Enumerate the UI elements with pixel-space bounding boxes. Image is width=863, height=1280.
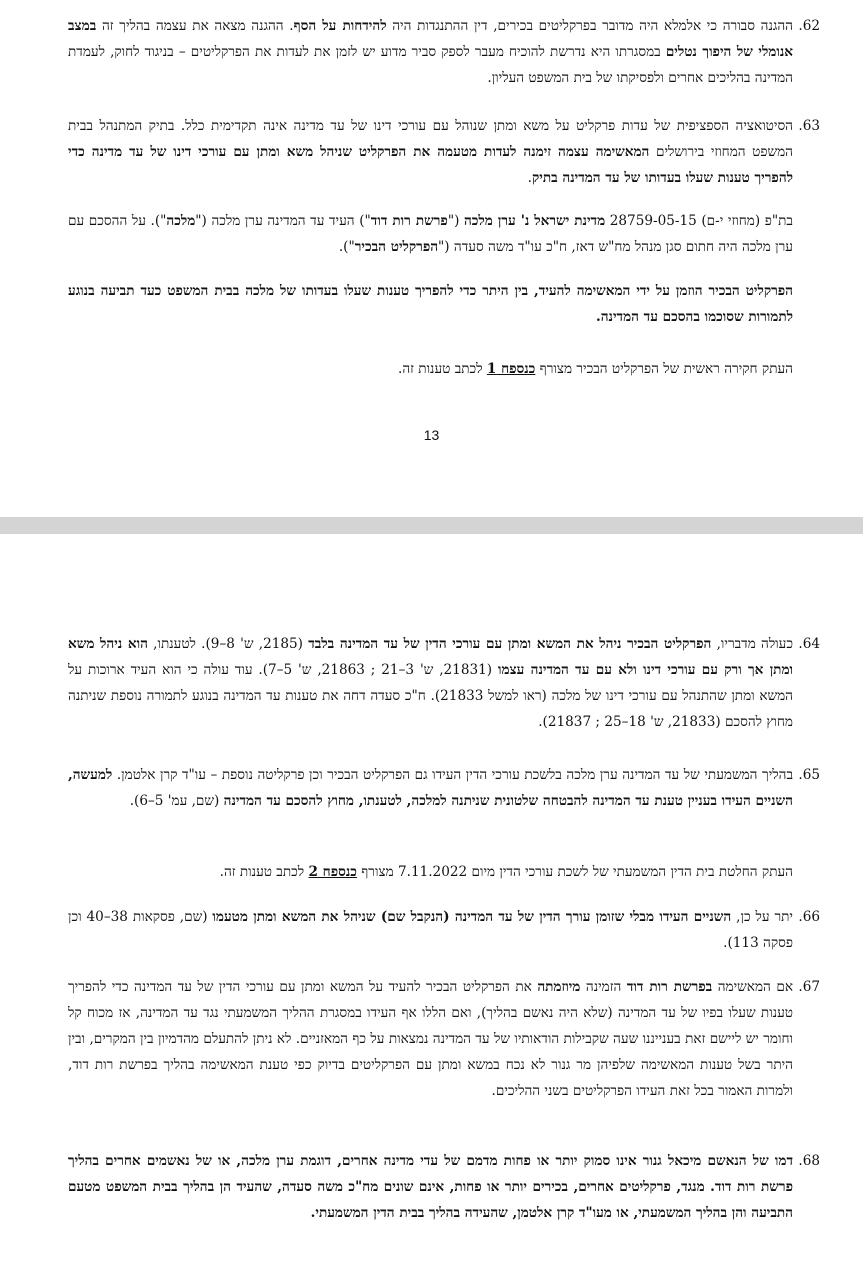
- text-segment: (שם, עמ' 5–6).: [129, 793, 224, 809]
- paragraph-number: 63.: [798, 118, 820, 134]
- text-segment: (שם, פסקאות 38–40 וכן פסקה 113).: [68, 909, 793, 951]
- text-segment: ").: [338, 239, 355, 255]
- bold-text-segment: מדינת ישראל נ' ערן מלכה: [463, 213, 606, 229]
- page-number: 13: [423, 427, 440, 443]
- bold-text-segment: להידחות על הסף: [293, 18, 387, 34]
- text-segment: כעולה מדבריו,: [711, 636, 794, 652]
- bold-text-segment: למעשה, השניים העידו בעניין טענת עד המדינה להבטחה שלטונית שניתנה למלכה, לטענתו, מחוץ להסכם עד המדינה: [68, 767, 793, 809]
- text-segment: ההגנה סבורה כי אלמלא היה מדובר בפרקליטים בכירים, דין ההתנגדות היה: [386, 18, 793, 34]
- paragraph-number: 68.: [798, 1153, 820, 1169]
- text-segment: "). על ההסכם עם ערן מלכה היה חתום סגן מנהל מח"ש דאז, ח"כ עו"ד משה סעדה (": [68, 213, 793, 255]
- text-segment: אם המאשימה: [712, 979, 793, 995]
- paragraph-65: [68, 762, 820, 814]
- text-segment: את הפרקליט הבכיר להעיד על המשא ומתן עם עורכי הדין של עד המדינה כדי להפריך טענות שעלו בפיו של עד המדינה (שלא היה נאשם בהליך), ואם הללו אף העידו במסגרת ההליך המשמעתי נגד עד המדינה, אז מכוח קל וחומר יש ליישם זאת בענייננו שעה שקבילות הודאותיו של עד המדינה נמצאות על כף המאזניים. לא ניתן להתעלם מהדמיון בין המקרים, ובין היתר בשל טענות המאשימה שלפיהן מר גנור לא נכח במשא ומתן עם הפרקליטים בדיוק כפי טענת המאשימה בהליך בפרשת רות דוד, ולמרות האמור בכל זאת העידו הפרקליטים בשני ההליכים.: [68, 979, 793, 1099]
- text-segment: העתק החלטת בית הדין המשמעתי של לשכת עורכי הדין מיום 7.11.2022 מצורף: [356, 864, 793, 880]
- text-segment: . ההגנה מצאה את עצמה בהליך זה: [96, 18, 294, 34]
- paragraph-68: [68, 1148, 820, 1226]
- appendix-link-text: כנספח 2: [308, 864, 357, 880]
- appendix-1-reference: [68, 356, 793, 382]
- text-segment: (": [447, 213, 464, 229]
- bold-text-segment: מלכה: [166, 213, 196, 229]
- text-segment: יתר על כן,: [731, 909, 793, 925]
- text-segment: (2185, ש' 8–9). לטענתו,: [147, 636, 309, 652]
- paragraph-67: [68, 974, 820, 1104]
- bold-text-segment: במצב אנומלי של היפוך נטלים: [68, 18, 793, 60]
- bold-text-segment: בפרשת רות דוד: [626, 979, 713, 995]
- bold-text-segment: הפרקליט הבכיר: [354, 239, 439, 255]
- paragraph-number: 67.: [798, 979, 820, 995]
- bold-text-segment: הפרקליט הבכיר הוזמן על ידי המאשימה להעיד, בין היתר כדי להפריך טענות שעלו בעדותו של מלכה בבית המשפט כעד תביעה בנוגע לתמורות שסוכמו בהסכם עד המדינה.: [68, 283, 793, 325]
- appendix-link-text: כנספח 1: [486, 361, 536, 377]
- paragraph-66: [68, 904, 820, 956]
- text-segment: לכתב טענות זה.: [398, 361, 487, 377]
- paragraph-number: 62.: [798, 18, 820, 34]
- appendix-2-reference: [68, 859, 793, 885]
- document-page-14: [0, 534, 863, 1280]
- paragraph-number: 66.: [798, 909, 820, 925]
- text-segment: .: [527, 170, 532, 186]
- bold-text-segment: המאשימה עצמה זימנה לעדות מטעמה את הפרקליט שניהל משא ומתן עם עורכי דינו של עד מדינה כדי להפריך טענות שעלו בעדותו של עד המדינה בתיק: [68, 144, 793, 186]
- bold-text-segment: השניים העידו מבלי שזומן עורך הדין של עד המדינה (הנקבל שם) שניהל את המשא ומתן מטעמו: [212, 909, 732, 925]
- text-segment: לכתב טענות זה.: [219, 864, 309, 880]
- paragraph-number: 64.: [798, 636, 820, 652]
- paragraph-63: [68, 113, 820, 191]
- text-segment: בת"פ (מחוזי י-ם) 28759-05-15: [605, 213, 793, 229]
- bold-text-segment: מיוזמתה: [537, 979, 581, 995]
- text-segment: הזמינה: [580, 979, 627, 995]
- paragraph-62: [68, 13, 820, 91]
- text-segment: בהליך המשמעתי של עד המדינה ערן מלכה בלשכת עורכי הדין העידו גם הפרקליט הבכיר וכן פרקליטה נוספת – עו"ד קרן אלטמן.: [112, 767, 793, 783]
- text-segment: העתק חקירה ראשית של הפרקליט הבכיר מצורף: [535, 361, 793, 377]
- document-page-13: [0, 0, 863, 517]
- bold-text-segment: הוא ניהל משא ומתן אך ורק עם עורכי דינו ולא עם עד המדינה עצמו: [68, 636, 793, 678]
- citation-paragraph: [68, 208, 793, 260]
- paragraph-number: 65.: [798, 767, 820, 783]
- bold-text-segment: פרשת רות דוד: [370, 213, 448, 229]
- bold-summary-paragraph: [68, 278, 793, 330]
- text-segment: (21831, ש' 3–21 ; 21863, ש' 5–7). עוד עולה כי הוא העיד ארוכות על המשא ומתן שהתנהל עם עורכי דינו של מלכה (ראו למשל 21833). ח"כ סעדה דחה את טענות עד המדינה בנוגע לתמורה נוספת שניתנה מחוץ להסכם (21833, ש' 18–25 ; 21837).: [68, 662, 793, 730]
- bold-text-segment: דמו של הנאשם מיכאל גנור אינו סמוק יותר או פחות מדמם של עדי מדינה אחרים, דוגמת ערן מלכה, או של נאשמים אחרים בהליך פרשת רות דוד. מנגד, פרקליטים אחרים, בכירים יותר או פחות, אינם שונים מח"כ משה סעדה, שהעיד הן בהליך בבית המשפט מטעם התביעה והן בהליך המשמעתי, או מעו"ד קרן אלטמן, שהעידה בהליך בבית הדין המשמעתי.: [68, 1153, 793, 1221]
- paragraph-64: [68, 631, 820, 735]
- text-segment: ") העיד עד המדינה ערן מלכה (": [195, 213, 371, 229]
- bold-text-segment: הפרקליט הבכיר ניהל את המשא ומתן עם עורכי הדין של עד המדינה בלבד: [308, 636, 712, 652]
- text-segment: במסגרתו היא נדרשת להוכיח מעבר לספק סביר מדוע יש לזמן את לעדות את הפרקליטים – בניגוד לחוק, לעמדת המדינה בהליכים אחרים ולפסיקתו של בית המשפט העליון.: [68, 44, 793, 86]
- text-segment: הסיטואציה הספציפית של עדות פרקליט על משא ומתן שנוהל עם עורכי דינו של עד מדינה אינה תקדימית כלל. בתיק המתנהל בבית המשפט המחוזי בירושלים: [68, 118, 794, 160]
